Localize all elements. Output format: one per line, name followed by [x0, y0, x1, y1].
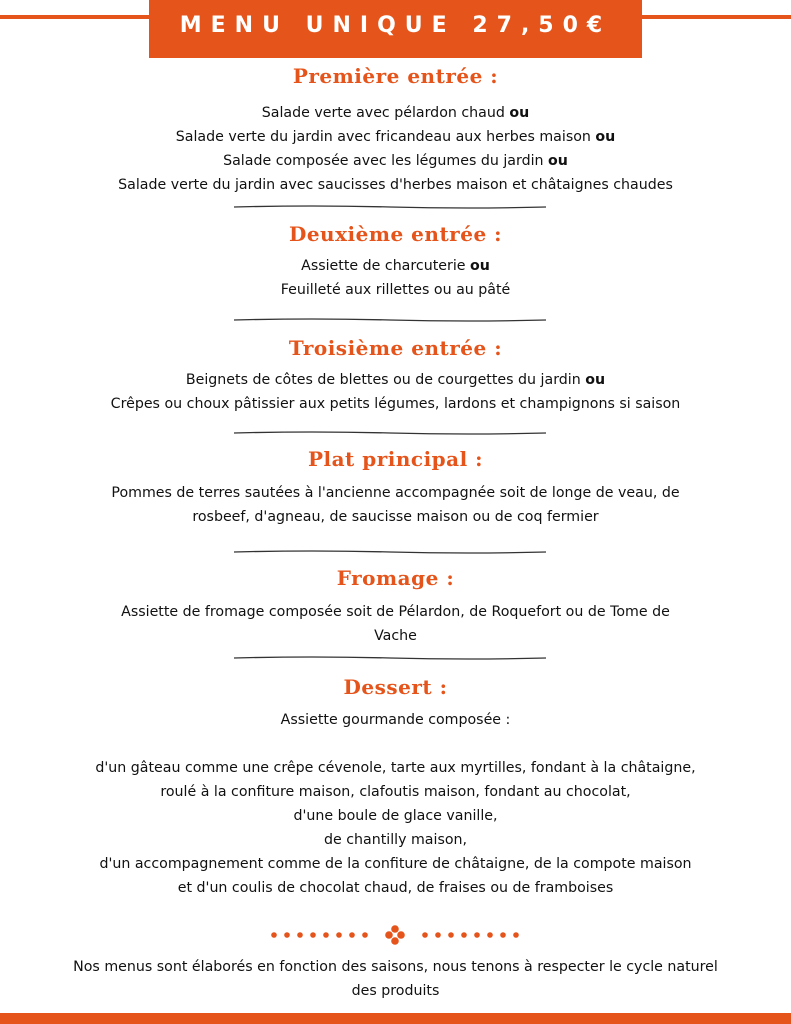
divider-line [234, 204, 546, 210]
footer-line: Nos menus sont élaborés en fonction des saisons, nous tenons à respecter le cycle naturel [73, 959, 718, 975]
menu-line: Crêpes ou choux pâtissier aux petits légumes, lardons et champignons si saison [110, 396, 681, 412]
clover-icon [385, 925, 405, 945]
divider-line [234, 317, 546, 323]
menu-line: Feuilleté aux rillettes ou au pâté [280, 282, 511, 298]
bottom-accent-bar [0, 1013, 791, 1024]
menu-line: Assiette de charcuterie ou [301, 258, 490, 274]
menu-line: Pommes de terres sautées à l'ancienne accompagnée soit de longe de veau, de [111, 485, 680, 501]
menu-line: Beignets de côtes de blettes ou de courgettes du jardin ou [185, 372, 606, 388]
section-premiere-entree-items [0, 101, 791, 197]
menu-line: d'un accompagnement comme de la confiture de châtaigne, de la compote maison [99, 856, 692, 872]
section-dessert-items [0, 708, 791, 900]
heading-plat-principal: Plat principal : [307, 447, 484, 471]
menu-line: rosbeef, d'agneau, de saucisse maison ou de coq fermier [192, 509, 599, 525]
menu-line: Vache [374, 628, 417, 644]
heading-fromage: Fromage : [336, 566, 455, 590]
menu-line: Salade verte avec pélardon chaud ou [261, 105, 530, 121]
section-troisieme-entree-items [0, 368, 791, 416]
divider-line [234, 655, 546, 661]
menu-line: d'une boule de glace vanille, [293, 808, 498, 824]
section-plat-principal-items [0, 481, 791, 529]
menu-title-banner: MENU UNIQUE 27,50€ [149, 0, 642, 58]
menu-line: Salade composée avec les légumes du jardin ou [223, 153, 568, 169]
blank-line [0, 732, 791, 756]
divider-line [234, 430, 546, 436]
menu-line: roulé à la confiture maison, clafoutis maison, fondant au chocolat, [160, 784, 631, 800]
menu-line: Assiette gourmande composée : [280, 712, 511, 728]
menu-line: d'un gâteau comme une crêpe cévenole, tarte aux myrtilles, fondant à la châtaigne, [95, 760, 696, 776]
heading-deuxieme-entree: Deuxième entrée : [288, 222, 503, 246]
footer-note [0, 955, 791, 1003]
footer-line: des produits [351, 983, 440, 999]
heading-premiere-entree: Première entrée : [292, 64, 499, 88]
menu-line: et d'un coulis de chocolat chaud, de fraises ou de framboises [177, 880, 614, 896]
dotted-ornament [268, 924, 523, 946]
menu-line: Salade verte du jardin avec fricandeau aux herbes maison ou [175, 129, 616, 145]
menu-line: de chantilly maison, [323, 832, 468, 848]
section-fromage-items [0, 600, 791, 648]
heading-troisieme-entree: Troisième entrée : [288, 336, 503, 360]
divider-line [234, 549, 546, 555]
heading-dessert: Dessert : [343, 675, 448, 699]
menu-line: Assiette de fromage composée soit de Pélardon, de Roquefort ou de Tome de [121, 604, 670, 620]
menu-line: Salade verte du jardin avec saucisses d'herbes maison et châtaignes chaudes [118, 177, 673, 193]
section-deuxieme-entree-items [0, 254, 791, 302]
